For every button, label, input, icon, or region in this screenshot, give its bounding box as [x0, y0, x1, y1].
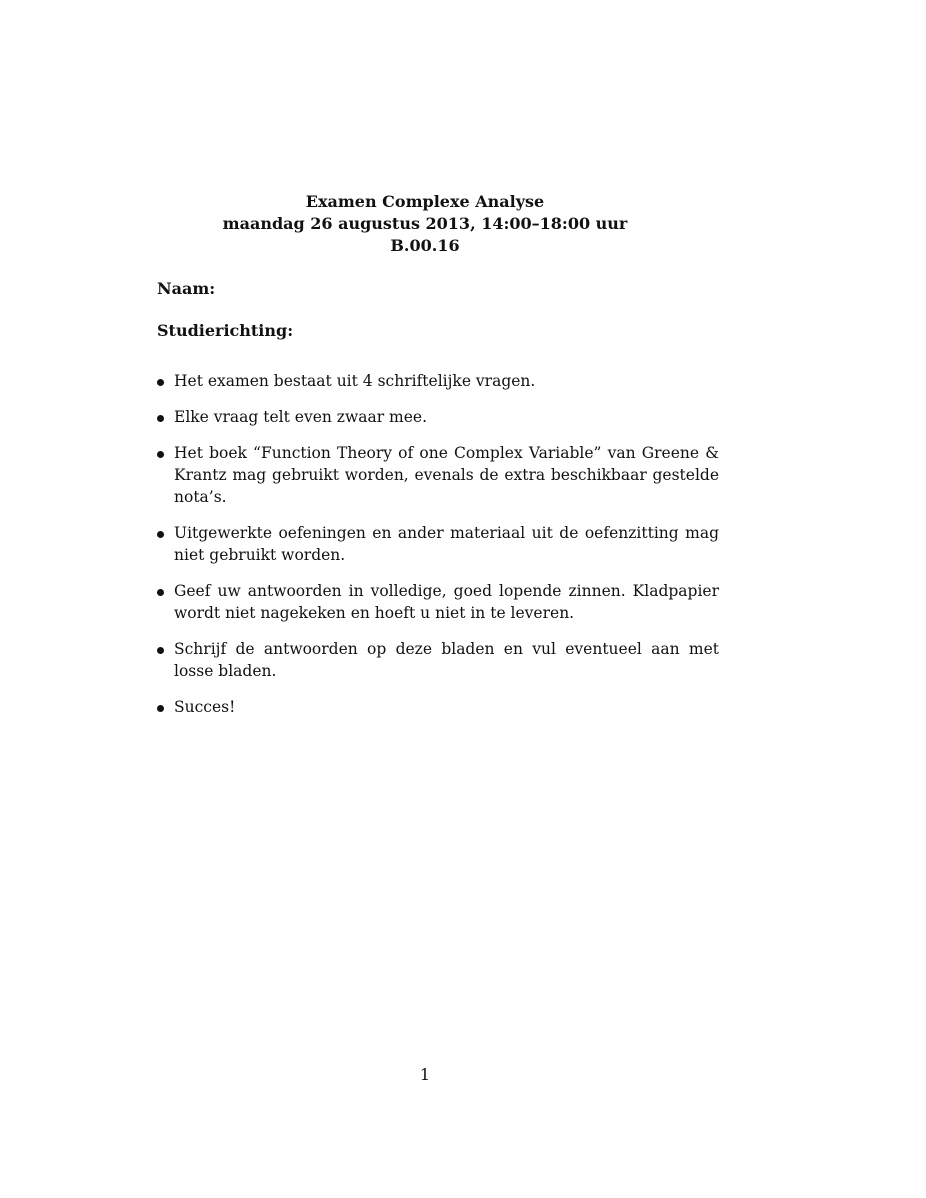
list-item: [157, 638, 719, 682]
instructions-list: [157, 370, 719, 732]
instruction-text: Schrijf de antwoorden op deze bladen en vul eventueel aan met losse bladen.: [174, 640, 719, 680]
exam-header: [0, 191, 850, 257]
page-number: 1: [419, 1065, 431, 1084]
instruction-text: Uitgewerkte oefeningen en ander materiaal uit de oefenzitting mag niet gebruikt worden.: [174, 524, 719, 564]
instruction-text: Succes!: [174, 698, 236, 716]
study-program-label: Studierichting:: [157, 321, 294, 340]
name-label: Naam:: [157, 279, 216, 298]
instruction-text: Elke vraag telt even zwaar mee.: [174, 408, 428, 426]
list-item: [157, 442, 719, 508]
list-item: [157, 696, 719, 718]
bullet-icon: [157, 647, 164, 654]
instruction-text: Het boek “Function Theory of one Complex Variable” van Greene & Krantz mag gebruikt worden, evenals de extra beschikbaar gestelde nota’s.: [174, 444, 719, 506]
exam-datetime: maandag 26 augustus 2013, 14:00–18:00 uur: [222, 214, 628, 233]
bullet-icon: [157, 589, 164, 596]
bullet-icon: [157, 531, 164, 538]
exam-room: B.00.16: [390, 236, 460, 255]
instruction-text: Het examen bestaat uit 4 schriftelijke vragen.: [174, 372, 536, 390]
bullet-icon: [157, 415, 164, 422]
bullet-icon: [157, 379, 164, 386]
exam-title: Examen Complexe Analyse: [305, 192, 545, 211]
list-item: [157, 580, 719, 624]
bullet-icon: [157, 705, 164, 712]
bullet-icon: [157, 451, 164, 458]
list-item: [157, 406, 719, 428]
list-item: [157, 370, 719, 392]
instruction-text: Geef uw antwoorden in volledige, goed lopende zinnen. Kladpapier wordt niet nagekeken en hoeft u niet in te leveren.: [174, 582, 719, 622]
list-item: [157, 522, 719, 566]
